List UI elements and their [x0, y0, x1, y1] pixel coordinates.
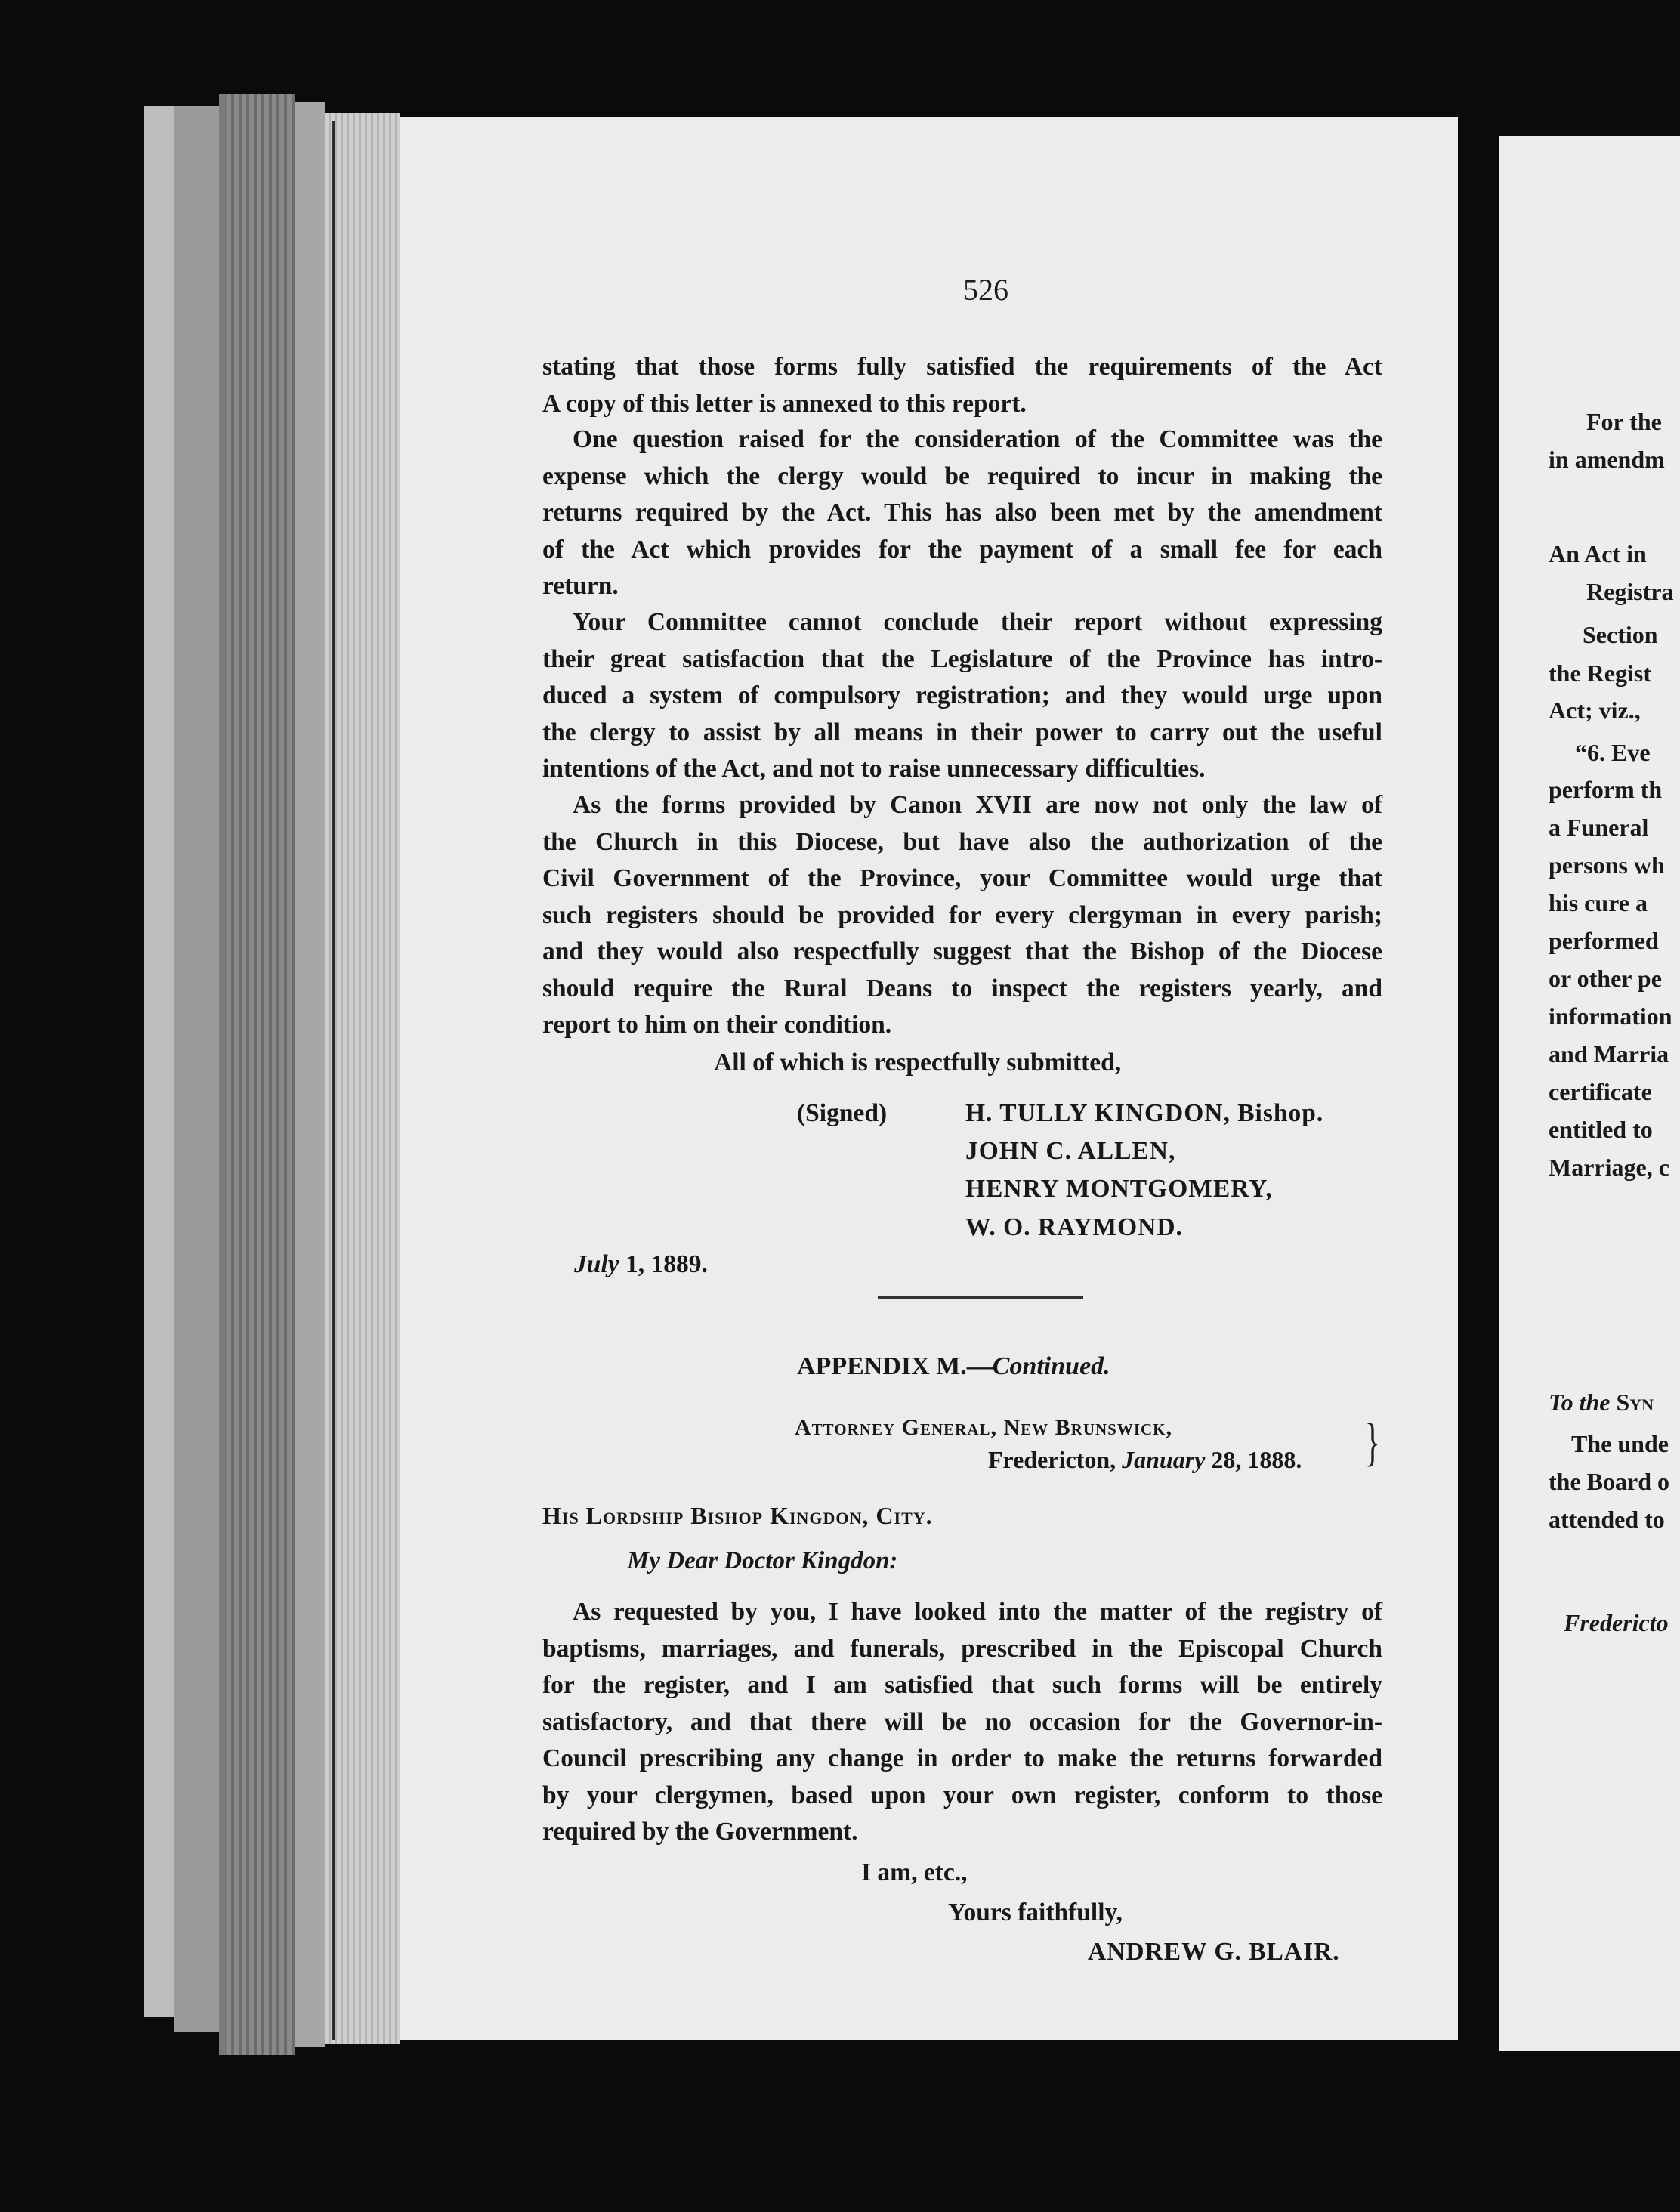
paragraph: [542, 787, 1382, 1044]
right-page-line: in amendm: [1549, 446, 1665, 473]
page-edge: [332, 121, 335, 2040]
right-page-line: performed: [1549, 927, 1659, 954]
signatory: HENRY MONTGOMERY,: [965, 1175, 1273, 1203]
text-line: Your Committee cannot conclude their report without expressing: [573, 608, 1382, 636]
right-page-line: An Act in: [1549, 540, 1647, 567]
letter-place-date: Fredericton, January 28, 1888.: [988, 1446, 1302, 1473]
signer: ANDREW G. BLAIR.: [1088, 1938, 1340, 1966]
page-edge: [227, 94, 295, 2055]
addressee: His Lordship Bishop Kingdon, City.: [542, 1502, 933, 1529]
text-line: required by the Government.: [542, 1818, 858, 1846]
text-line: Council prescribing any change in order to make the returns forwarded: [542, 1744, 1382, 1772]
text-line: As requested by you, I have looked into the matter of the registry of: [573, 1598, 1382, 1626]
signatory: W. O. RAYMOND.: [965, 1213, 1183, 1241]
right-page-line: “6. Eve: [1575, 739, 1651, 766]
page-edge: [295, 102, 325, 2047]
salutation: My Dear Doctor Kingdon:: [627, 1547, 898, 1574]
right-page-line: persons wh: [1549, 851, 1665, 879]
text-line: duced a system of compulsory registration; and they would urge upon: [542, 681, 1382, 709]
right-the-unde: The unde: [1571, 1430, 1669, 1457]
text-line: for the register, and I am satisfied that such forms will be entirely: [542, 1671, 1382, 1699]
text-line: should require the Rural Deans to inspect the registers yearly, and: [542, 974, 1382, 1003]
report-date: July 1, 1889.: [574, 1250, 708, 1278]
yours-faithfully: Yours faithfully,: [948, 1898, 1123, 1926]
right-page-line: certificate: [1549, 1078, 1652, 1105]
text-line: the clergy to assist by all means in their power to carry out the useful: [542, 718, 1382, 746]
letter-from: Attorney General, New Brunswick,: [795, 1415, 1173, 1440]
page-edge: [144, 106, 174, 2017]
page-number: 526: [963, 273, 1008, 307]
text-line: by your clergymen, based upon your own register, conform to those: [542, 1781, 1382, 1809]
right-page-line: Act; viz.,: [1549, 697, 1641, 724]
right-to-the: To the Syn: [1549, 1389, 1654, 1416]
right-attended: attended to: [1549, 1506, 1665, 1533]
text-line: return.: [542, 572, 619, 600]
text-line: Civil Government of the Province, your Committee would urge that: [542, 864, 1382, 892]
right-page-line: Section: [1583, 621, 1658, 648]
text-line: stating that those forms fully satisfied the requirements of the Act: [542, 353, 1382, 381]
closing-line: All of which is respectfully submitted,: [714, 1049, 1122, 1077]
right-page-line: a Funeral: [1549, 814, 1649, 841]
paragraph: [542, 422, 1382, 605]
right-page-line: and Marria: [1549, 1040, 1669, 1067]
text-line: of the Act which provides for the payment of a small fee for each: [542, 535, 1382, 564]
right-page-line: entitled to: [1549, 1116, 1653, 1143]
sign-off: I am, etc.,: [861, 1858, 968, 1886]
right-page-line: perform th: [1549, 776, 1663, 803]
text-line: A copy of this letter is annexed to this report.: [542, 389, 1027, 418]
text-line: their great satisfaction that the Legislature of the Province has intro-: [542, 644, 1382, 673]
text-line: such registers should be provided for every clergyman in every parish;: [542, 901, 1382, 929]
letter-paragraph: [542, 1594, 1382, 1851]
text-line: and they would also respectfully suggest that the Bishop of the Diocese: [542, 938, 1382, 965]
paragraph: [542, 349, 1382, 422]
right-page-line: Marriage, c: [1549, 1154, 1669, 1181]
right-page-line: or other pe: [1549, 965, 1662, 992]
signed-label: (Signed): [797, 1099, 888, 1127]
right-page-line: his cure a: [1549, 889, 1648, 916]
text-line: One question raised for the consideration of the Committee was the: [573, 425, 1382, 453]
text-line: As the forms provided by Canon XVII are now not only the law of: [573, 791, 1382, 819]
right-page-line: information: [1549, 1003, 1672, 1030]
section-rule: [878, 1296, 1083, 1299]
text-line: expense which the clergy would be required to incur in making the: [542, 462, 1382, 490]
page-edge: [174, 106, 219, 2032]
right-fredericto: Fredericto: [1564, 1609, 1669, 1636]
right-page-line: Registra: [1586, 578, 1674, 605]
right-page-line: For the: [1586, 408, 1662, 435]
brace-glyph: }: [1364, 1413, 1380, 1472]
appendix-heading: APPENDIX M.—Continued.: [797, 1352, 1110, 1380]
text-line: intentions of the Act, and not to raise unnecessary difficulties.: [542, 755, 1206, 783]
right-board: the Board o: [1549, 1468, 1669, 1495]
text-line: satisfactory, and that there will be no occasion for the Governor-in-: [542, 1707, 1382, 1736]
text-line: report to him on their condition.: [542, 1011, 892, 1039]
signatory: JOHN C. ALLEN,: [965, 1137, 1176, 1165]
signatory: H. TULLY KINGDON, Bishop.: [965, 1099, 1324, 1127]
page-edge: [325, 113, 400, 2044]
text-line: the Church in this Diocese, but have also the authorization of the: [542, 827, 1382, 856]
text-line: returns required by the Act. This has also been met by the amendment: [542, 499, 1382, 527]
right-page-line: the Regist: [1549, 660, 1651, 687]
text-line: baptisms, marriages, and funerals, prescribed in the Episcopal Church: [542, 1634, 1382, 1663]
paragraph: [542, 604, 1382, 788]
